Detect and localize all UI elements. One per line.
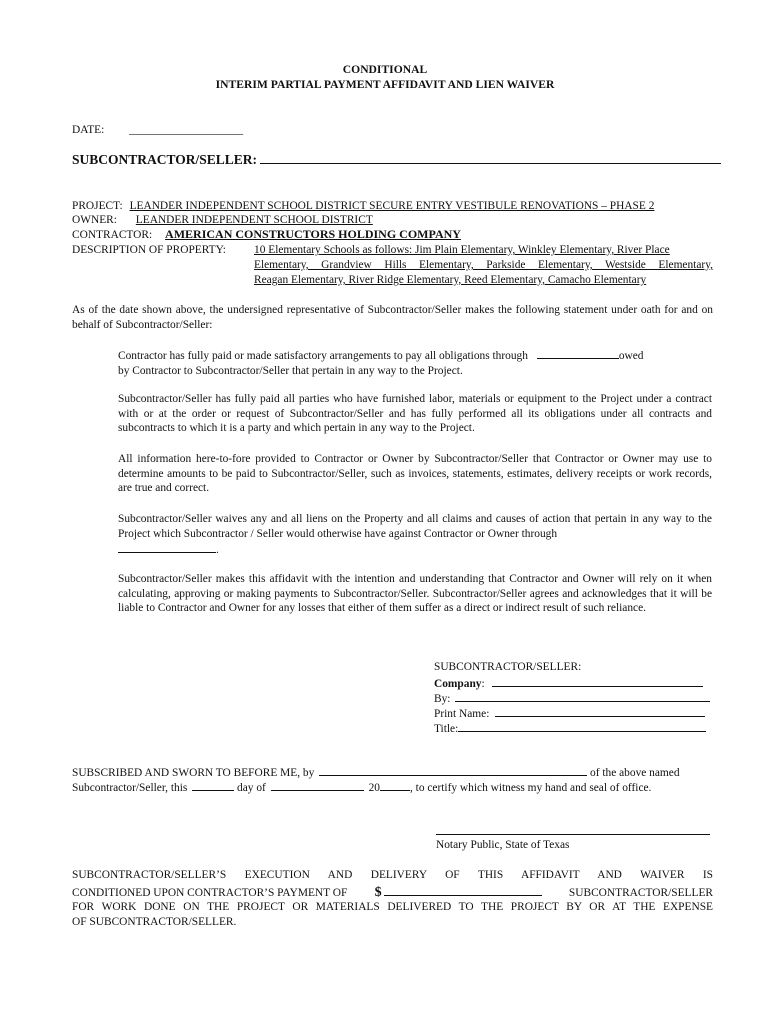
title-row: [434, 720, 706, 737]
sworn-text-6: , to certify which witness my hand and seal of office.: [409, 782, 652, 794]
condition-line-3: FOR WORK DONE ON THE PROJECT OR MATERIALS DELIVERED TO THE PROJECT BY OR AT THE EXPENSE: [72, 901, 713, 913]
sworn-text-2: of the above named: [590, 767, 680, 779]
contractor-label: CONTRACTOR:: [72, 229, 153, 241]
project-row: [72, 199, 674, 214]
description-line-2: Elementary, Grandview Hills Elementary, Parkside Elementary, Westside Elementary,: [254, 259, 713, 271]
signature-heading: SUBCONTRACTOR/SELLER:: [434, 661, 582, 673]
owner-row: [72, 213, 683, 228]
project-value: LEANDER INDEPENDENT SCHOOL DISTRICT SECURE ENTRY VESTIBULE RENOVATIONS – PHASE 2: [129, 200, 655, 212]
contractor-row: [72, 227, 690, 243]
date-field[interactable]: ____________________: [129, 124, 244, 136]
contractor-value: AMERICAN CONSTRUCTORS HOLDING COMPANY: [165, 227, 461, 241]
payment-amount-field[interactable]: [384, 884, 542, 896]
owner-label: OWNER:: [72, 214, 117, 226]
title-label: Title:: [434, 723, 459, 735]
sworn-year-field[interactable]: [380, 779, 410, 791]
by-label: By:: [434, 693, 451, 705]
affiant-name-field[interactable]: [319, 764, 587, 776]
paid-through-date-field[interactable]: [537, 347, 619, 359]
by-signature-field[interactable]: [455, 690, 710, 702]
print-name-field[interactable]: [495, 705, 705, 717]
sworn-line-2: [72, 779, 651, 796]
title-field[interactable]: [458, 720, 706, 732]
description-line-3: Reagan Elementary, River Ridge Elementary, Reed Elementary, Camacho Elementary: [254, 274, 647, 286]
dollar-sign: $: [374, 885, 382, 900]
company-field[interactable]: [492, 675, 703, 687]
waiver-through-date-field[interactable]: [118, 541, 216, 553]
statement-1-text-a: Contractor has fully paid or made satisfactory arrangements to pay all obligations through: [118, 350, 528, 362]
sworn-text-1: SUBSCRIBED AND SWORN TO BEFORE ME, by: [72, 767, 315, 779]
condition-text-b: SUBCONTRACTOR/SELLER: [568, 887, 713, 899]
condition-line-4: OF SUBCONTRACTOR/SELLER.: [72, 916, 237, 928]
statement-1: [118, 347, 712, 378]
date-row: [72, 123, 243, 138]
subcontractor-heading-row: [72, 152, 721, 168]
company-colon: :: [481, 678, 485, 690]
description-line-1: 10 Elementary Schools as follows: Jim Plain Elementary, Winkley Elementary, River Place: [254, 244, 670, 256]
statement-1-text-c: by Contractor to Subcontractor/Seller that pertain in any way to the Project.: [118, 364, 463, 377]
sworn-day-field[interactable]: [192, 779, 234, 791]
sworn-text-5: 20: [368, 782, 380, 794]
document-title-line-1: CONDITIONAL: [342, 63, 428, 76]
description-label: DESCRIPTION OF PROPERTY:: [72, 244, 226, 256]
statement-4: [118, 512, 712, 558]
notary-label: Notary Public, State of Texas: [436, 839, 570, 851]
notary-signature-field[interactable]: [436, 822, 710, 835]
condition-text-a: CONDITIONED UPON CONTRACTOR’S PAYMENT OF: [72, 887, 348, 899]
document-title-line-2: INTERIM PARTIAL PAYMENT AFFIDAVIT AND LIEN WAIVER: [215, 78, 555, 91]
statement-2: Subcontractor/Seller has fully paid all parties who have furnished labor, materials or equipment to the Project under a contract with or at the order or request of Subcontractor/Seller and has fully performed all its obligations under all contracts and subcontracts to which it is a party and which pertain in any way to the Project.: [118, 393, 712, 435]
company-label: Company: [434, 678, 482, 690]
subcontractor-name-field[interactable]: [260, 152, 721, 164]
sworn-text-3: Subcontractor/Seller, this: [72, 782, 188, 794]
date-label: DATE:: [72, 124, 105, 136]
subcontractor-heading: SUBCONTRACTOR/SELLER:: [72, 152, 258, 167]
condition-line-1: SUBCONTRACTOR/SELLER’S EXECUTION AND DELIVERY OF THIS AFFIDAVIT AND WAIVER IS: [72, 869, 713, 881]
statement-4-end: .: [216, 544, 219, 557]
print-name-label: Print Name:: [434, 708, 490, 720]
intro-paragraph: As of the date shown above, the undersigned representative of Subcontractor/Seller makes the following statement under oath for and on behalf of Subcontractor/Seller:: [72, 304, 713, 331]
sworn-month-field[interactable]: [271, 779, 364, 791]
statement-4-text: Subcontractor/Seller waives any and all liens on the Property and all claims and causes of action that pertain in any way to the Project which Subcontractor / Seller would otherwise have against Contractor or Owner through: [118, 513, 712, 540]
owner-value: LEANDER INDEPENDENT SCHOOL DISTRICT: [135, 214, 373, 226]
statement-5: Subcontractor/Seller makes this affidavit with the intention and understanding that Contractor and Owner will rely on it when calculating, approving or making payments to Subcontractor/Seller. Subcontractor/Seller agrees and acknowledges that it will be liable to Contractor and Owner for any losses that either of them suffer as a direct or indirect result of such reliance.: [118, 573, 712, 615]
statement-1-text-b: owed: [618, 350, 644, 362]
payment-amount-group: [375, 884, 542, 901]
condition-line-2: [72, 884, 713, 901]
sworn-text-4: day of: [237, 782, 266, 794]
statement-3: All information here-to-fore provided to Contractor or Owner by Subcontractor/Seller that Contractor or Owner may use to determine amounts to be paid to Subcontractor/Seller, such as invoices, statements, estimates, delivery receipts or work records, are true and correct.: [118, 453, 712, 495]
project-label: PROJECT:: [72, 200, 123, 212]
